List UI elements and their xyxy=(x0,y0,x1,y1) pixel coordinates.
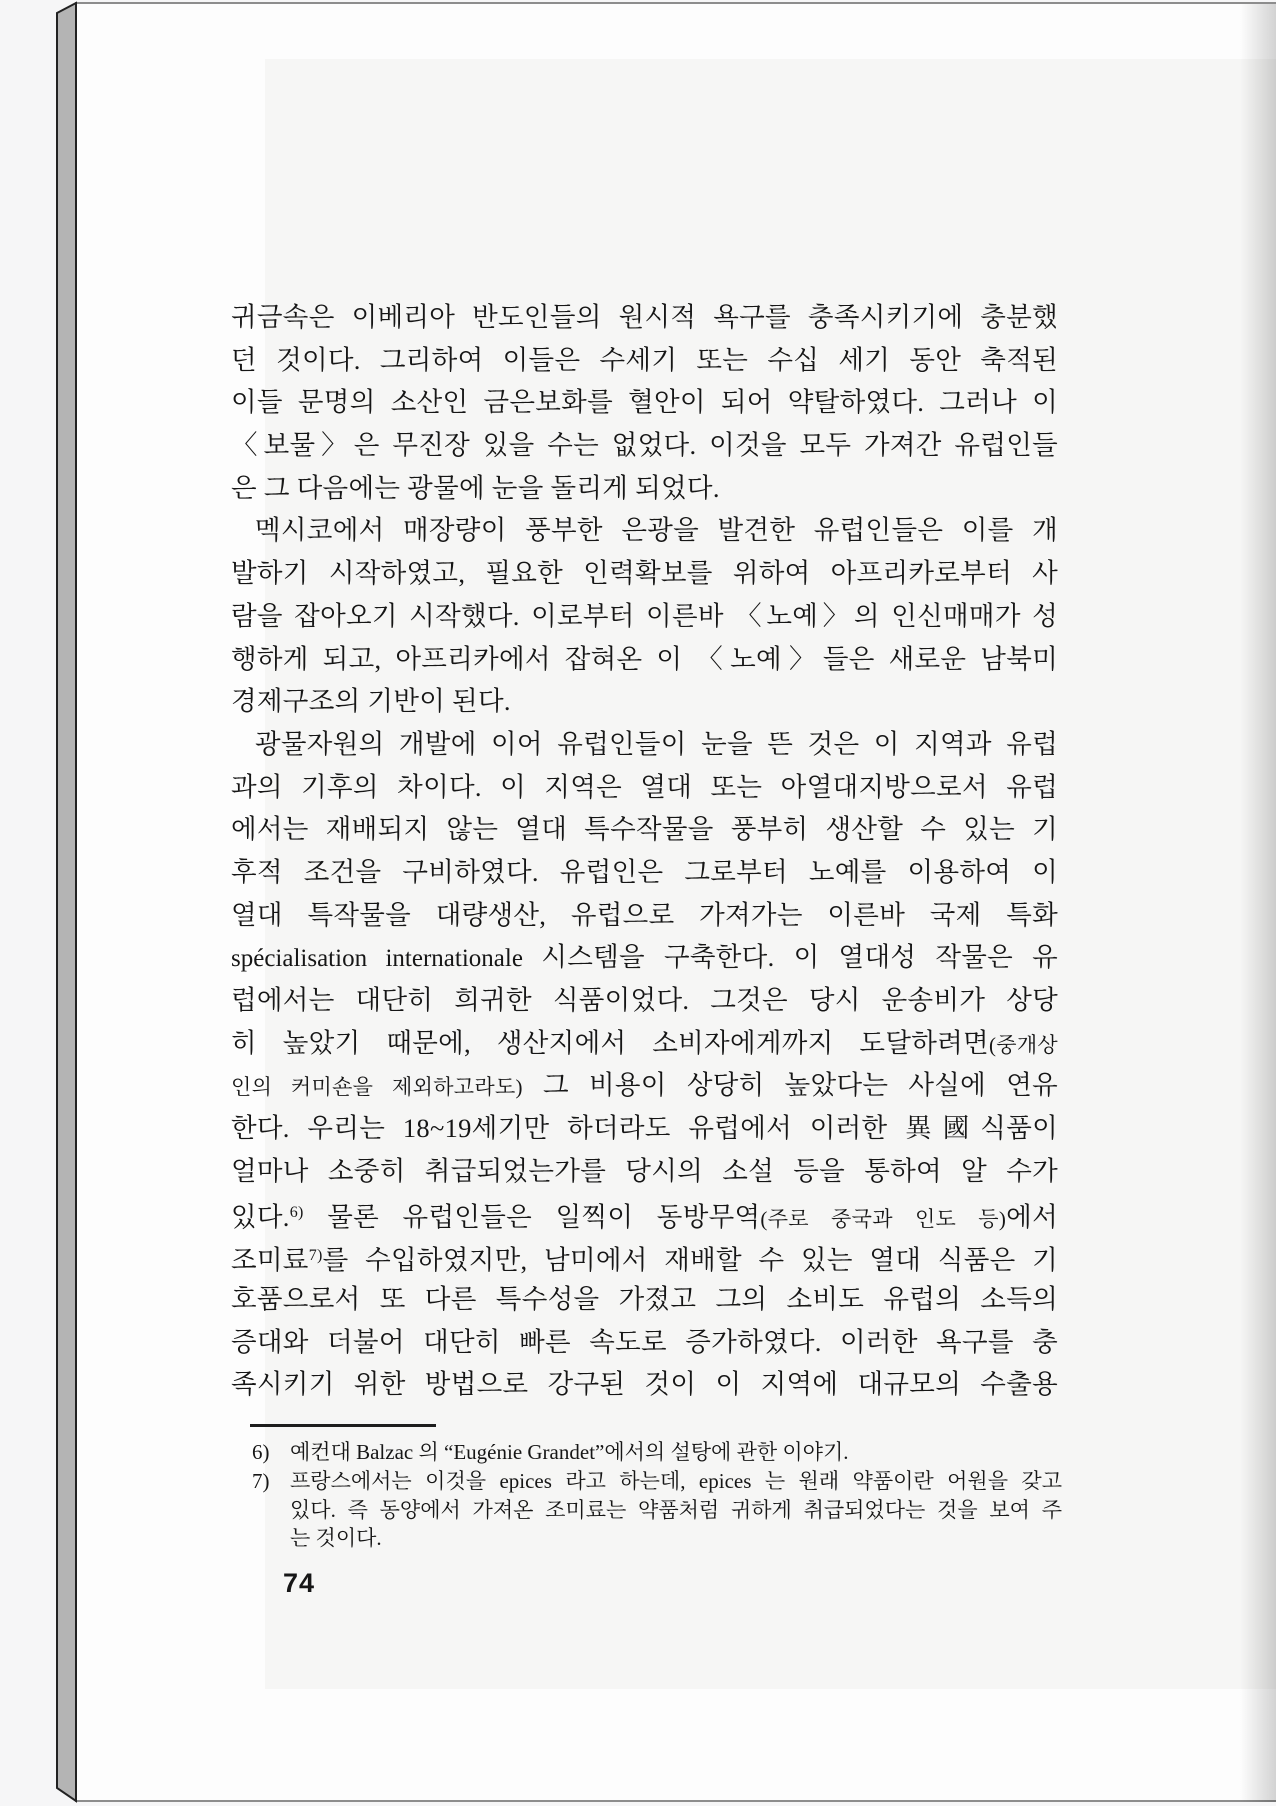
text-segment: 은 그 다음에는 광물에 눈을 돌리게 되었다. xyxy=(231,472,720,503)
body-line xyxy=(231,851,1058,894)
text-segment: 시스템을 구축한다. 이 열대성 작물은 유 xyxy=(541,942,1058,973)
body-line xyxy=(231,766,1058,809)
text-segment: 후적 조건을 구비하였다. 유럽인은 그로부터 노예를 이용하여 이 xyxy=(231,856,1058,887)
text-segment: 증대와 더불어 대단히 빠른 속도로 증가하였다. 이러한 욕구를 충 xyxy=(231,1326,1058,1357)
text-segment: 7) xyxy=(308,1247,323,1265)
text-segment: 행하게 되고, 아프리카에서 잡혀온 이 〈노예〉들은 새로운 남북미 xyxy=(231,643,1058,674)
text-segment: 발하기 시작하였고, 필요한 인력확보를 위하여 아프리카로부터 사 xyxy=(231,558,1058,589)
text-segment: 럽에서는 대단히 희귀한 식품이었다. 그것은 당시 운송비가 상당 xyxy=(231,985,1058,1015)
text-segment: 람을 잡아오기 시작했다. 이로부터 이른바 〈노예〉의 인신매매가 성 xyxy=(231,600,1058,631)
text-segment: 광물자원의 개발에 이어 유럽인들이 눈을 뜬 것은 이 지역과 유럽 xyxy=(255,728,1058,759)
text-segment: 호품으로서 또 다른 특수성을 가졌고 그의 소비도 유럽의 소득의 xyxy=(231,1283,1058,1314)
body-line xyxy=(231,296,1058,339)
body-line xyxy=(231,680,1058,723)
text-segment: 물론 유럽인들은 일찍이 동방무역 xyxy=(303,1202,761,1233)
text-segment: 열대 특작물을 대량생산, 유럽으로 가져가는 이른바 국제 특화 xyxy=(231,899,1058,930)
text-segment: 있다. xyxy=(231,1202,290,1233)
footnote-marker: 6) xyxy=(252,1440,270,1464)
body-line xyxy=(231,1107,1058,1150)
footnote-line: 프랑스에서는 이것을 epices 라고 하는데, epices 는 원래 약품이란 어원을 갖고 xyxy=(290,1468,1062,1493)
text-segment: 그 비용이 상당히 높았다는 사실에 연유 xyxy=(522,1070,1058,1101)
text-segment: (중개상 xyxy=(988,1032,1058,1057)
body-line xyxy=(231,1022,1058,1065)
footnotes xyxy=(252,1438,1062,1553)
text-segment: 에서 xyxy=(1006,1202,1058,1233)
body-line xyxy=(231,1192,1058,1235)
text-segment: 과의 기후의 차이다. 이 지역은 열대 또는 아열대지방으로서 유럽 xyxy=(231,771,1058,802)
body-line xyxy=(231,1150,1058,1193)
text-segment: spécialisation internationale xyxy=(231,945,542,973)
text-segment: 히 높았기 때문에, 생산지에서 소비자에게까지 도달하려면 xyxy=(231,1027,989,1058)
body-line xyxy=(231,595,1058,638)
text-segment: 6) xyxy=(289,1204,304,1222)
text-segment: 〈보물〉은 무진장 있을 수는 없었다. 이것을 모두 가져간 유럽인들 xyxy=(231,430,1058,461)
text-segment: 한다. 우리는 18~19세기만 하더라도 유럽에서 이러한 異國식품이 xyxy=(231,1113,1058,1144)
text-segment: (주로 중국과 인도 등) xyxy=(760,1207,1007,1232)
page-number: 74 xyxy=(283,1568,316,1598)
text-segment: 얼마나 소중히 취급되었는가를 당시의 소설 등을 통하여 알 수가 xyxy=(231,1155,1058,1186)
body-line xyxy=(231,723,1058,766)
body-line xyxy=(231,339,1058,382)
body-line xyxy=(231,638,1058,681)
footnote-marker: 7) xyxy=(252,1468,270,1493)
body-line xyxy=(231,1064,1058,1107)
body-line xyxy=(231,381,1058,424)
footnote-line: 는 것이다. xyxy=(290,1526,382,1551)
body-line xyxy=(231,467,1058,510)
text-segment: 귀금속은 이베리아 반도인들의 원시적 욕구를 충족시키기에 충분했 xyxy=(231,302,1058,332)
body-line xyxy=(231,1363,1058,1406)
text-segment: 에서는 재배되지 않는 열대 특수작물을 풍부히 생산할 수 있는 기 xyxy=(231,814,1058,845)
text-segment: 경제구조의 기반이 된다. xyxy=(231,686,511,717)
body-line xyxy=(231,552,1058,595)
text-segment: 던 것이다. 그리하여 이들은 수세기 또는 수십 세기 동안 축적된 xyxy=(231,344,1058,375)
footnote-text xyxy=(290,1438,1062,1467)
footnote-divider xyxy=(250,1424,436,1427)
text-segment: 족시키기 위한 방법으로 강구된 것이 이 지역에 대규모의 수출용 xyxy=(231,1369,1058,1400)
body-line xyxy=(231,894,1058,937)
text-segment: 를 수입하였지만, 남미에서 재배할 수 있는 열대 식품은 기 xyxy=(322,1245,1058,1276)
text-segment: 이들 문명의 소산인 금은보화를 혈안이 되어 약탈하였다. 그러나 이 xyxy=(231,387,1058,418)
footnote-line: 예컨대 Balzac 의 “Eugénie Grandet”에서의 설탕에 관한 이야기. xyxy=(290,1440,849,1464)
text-segment: 조미료 xyxy=(231,1245,309,1276)
body-line xyxy=(231,1235,1058,1278)
footnote-line: 있다. 즉 동양에서 가져온 조미료는 약품처럼 귀하게 취급되었다는 것을 보여 주 xyxy=(290,1497,1062,1522)
body-line xyxy=(231,1321,1058,1364)
page-right-shadow xyxy=(1240,4,1276,1802)
footnote-item xyxy=(252,1438,1062,1467)
text-segment: 인의 커미숀을 제외하고라도) xyxy=(231,1075,523,1100)
body-line xyxy=(231,1278,1058,1321)
text-segment: 멕시코에서 매장량이 풍부한 은광을 발견한 유럽인들은 이를 개 xyxy=(255,515,1058,546)
body-line xyxy=(231,936,1058,979)
footnote-text xyxy=(290,1467,1062,1553)
body-line xyxy=(231,808,1058,851)
body-line xyxy=(231,509,1058,552)
body-text xyxy=(231,296,1058,1406)
body-line xyxy=(231,424,1058,467)
footnote-item xyxy=(252,1467,1062,1553)
body-line xyxy=(231,979,1058,1022)
